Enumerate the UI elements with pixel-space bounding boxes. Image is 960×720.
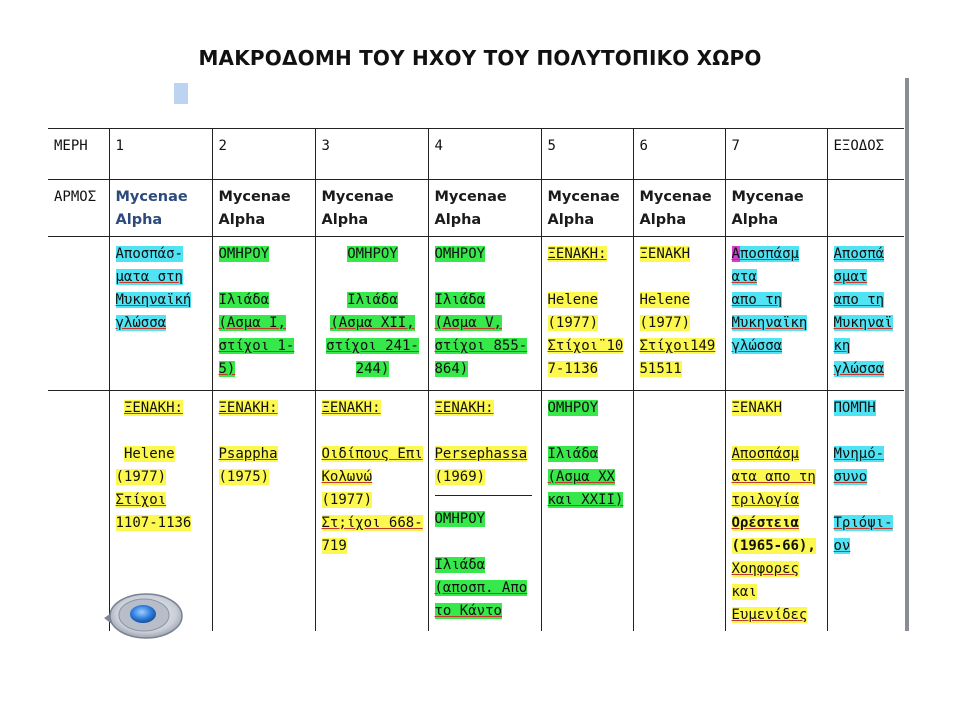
harmony-cell: Mycenae Alpha (212, 180, 315, 237)
harmony-cell: Mycenae Alpha (315, 180, 428, 237)
harmony-cell: Mycenae Alpha (541, 180, 633, 237)
cell-part-5: ΞΕΝΑΚΗ: Helene (1977) Στίχοι¨10 7-1136 (541, 237, 633, 391)
harmony-row (48, 180, 904, 237)
cell-part-2: ΞΕΝΑΚΗ: Psappha (1975) (212, 391, 315, 632)
cell-part-2: ΟΜΗΡΟΥ Ιλιάδα (Ασμα Ι, στίχοι 1-5) (212, 237, 315, 391)
cell-part-7: ΞΕΝΑΚΗ Αποσπάσμ ατα απο τη τριλογία Ορέστεια (1965-66), Χοηφορες και Ευμενίδες (725, 391, 827, 632)
header-cell: 3 (315, 129, 428, 180)
cell-part-6: ΞΕΝΑΚΗ Helene (1977) Στίχοι149 51511 (633, 237, 725, 391)
header-row (48, 129, 904, 180)
harmony-cell: Mycenae Alpha (428, 180, 541, 237)
cell-part-1: ΞΕΝΑΚΗ: Helene (1977) Στίχοι 1107-1136 (109, 391, 212, 632)
harmony-cell-empty (827, 180, 904, 237)
header-cell: 5 (541, 129, 633, 180)
harmony-label: ΑΡΜΟΣ (48, 180, 109, 237)
empty-cell (633, 391, 725, 632)
cell-part-1: Αποσπάσ- ματα στη Μυκηναϊκή γλώσσα (109, 237, 212, 391)
cell-part-7: Αποσπάσμ ατα απο τη Μυκηναϊκη γλώσσα (725, 237, 827, 391)
header-cell: 1 (109, 129, 212, 180)
header-cell: 4 (428, 129, 541, 180)
harmony-cell: Mycenae Alpha (725, 180, 827, 237)
cell-exit: ΠΟΜΠΗ Μνημό- συνο Τριόψι- ον (827, 391, 904, 632)
structure-table (48, 128, 904, 631)
page-title: ΜΑΚΡΟΔΟΜΗ ΤΟΥ ΗΧΟΥ ΤΟΥ ΠΟΛΥΤΟΠΙΚΟ ΧΩΡΟ (198, 46, 762, 70)
harmony-cell: Mycenae Alpha (109, 180, 212, 237)
empty-cell (48, 237, 109, 391)
header-cell: ΜΕΡΗ (48, 129, 109, 180)
cell-part-3: ΞΕΝΑΚΗ: Οιδίπους Επι Κολωνώ (1977) Στ;ίχοι 668- 719 (315, 391, 428, 632)
header-cell: ΕΞΟΔΟΣ (827, 129, 904, 180)
document-table-area (48, 128, 908, 631)
header-cell: 2 (212, 129, 315, 180)
header-cell: 6 (633, 129, 725, 180)
cell-part-3: ΟΜΗΡΟΥ Ιλιάδα (Ασμα ΧΙΙ, στίχοι 241- 244) (315, 237, 428, 391)
cell-part-4: ΞΕΝΑΚΗ: Persephassa (1969) ΟΜΗΡΟΥ Ιλιάδα (αποσπ. Απο το Κάντο (428, 391, 541, 632)
content-row-a (48, 237, 904, 391)
harmony-cell: Mycenae Alpha (633, 180, 725, 237)
cell-exit: Αποσπά σματ απο τη Μυκηναϊ κη γλώσσα (827, 237, 904, 391)
speaker-icon[interactable] (100, 588, 186, 640)
cell-part-4: ΟΜΗΡΟΥ Ιλιάδα (Ασμα V, στίχοι 855- 864) (428, 237, 541, 391)
text-cursor-highlight (174, 83, 188, 104)
cell-part-5: ΟΜΗΡΟΥ Ιλιάδα (Ασμα ΧΧ και ΧΧΙΙ) (541, 391, 633, 632)
header-cell: 7 (725, 129, 827, 180)
